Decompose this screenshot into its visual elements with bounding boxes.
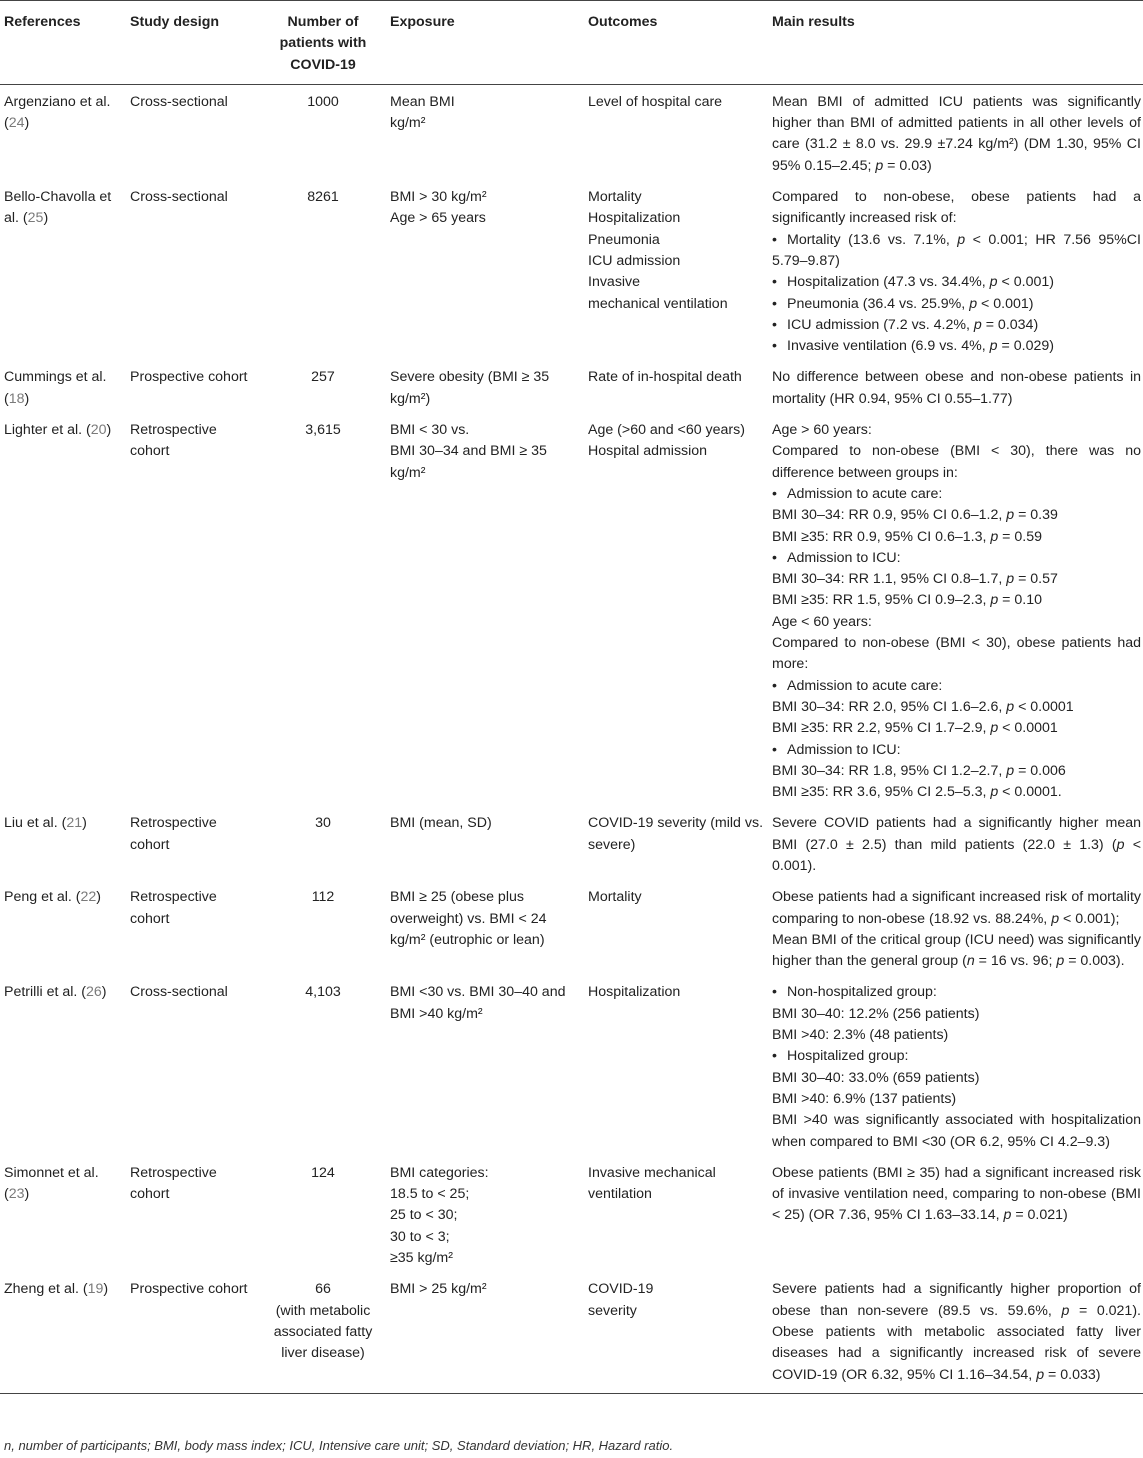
header-number-of-patients: Number of patients with COVID-19 <box>260 1 386 85</box>
cell-patients <box>260 807 386 881</box>
cell-line: Pneumonia <box>588 231 660 248</box>
patients-count: 112 <box>311 889 335 906</box>
cell-exposure <box>386 1273 584 1393</box>
cell-line: BMI <30 vs. BMI 30–40 and BMI >40 kg/m² <box>390 984 566 1022</box>
table-row <box>0 181 1143 361</box>
results-intro: Compared to non-obese, obese patients had a significantly increased risk of: <box>772 189 1141 227</box>
cell-reference: Petrilli et al. (26) <box>4 984 107 1001</box>
cell-study-design: Retrospective cohort <box>130 422 217 460</box>
cell-reference: Cummings et al. (18) <box>4 369 107 407</box>
results-bullet: • Admission to acute care: <box>772 484 1141 505</box>
results-text: Obese patients (BMI ≥ 35) had a significant increased risk of invasive ventilation need, comparing to non-obese (BMI < 25) (OR 7.36, 95% CI 1.63–33.14, p = 0.021) <box>772 1164 1141 1224</box>
results-text: Severe COVID patients had a significantly higher mean BMI (27.0 ± 2.5) than mild patients (22.0 ± 1.3) (p < 0.001). <box>772 815 1141 874</box>
cell-line: Invasive <box>588 274 641 291</box>
cell-main-results <box>768 1157 1143 1273</box>
cell-main-results <box>768 84 1143 181</box>
cell-main-results <box>768 414 1143 807</box>
reference-number[interactable]: 25 <box>27 210 44 227</box>
results-line: BMI ≥35: RR 3.6, 95% CI 2.5–5.3, p < 0.0001. <box>772 784 1062 801</box>
reference-number[interactable]: 20 <box>90 422 107 439</box>
patients-count: 3,615 <box>305 422 341 439</box>
results-text: Mean BMI of admitted ICU patients was significantly higher than BMI of admitted patients in all other levels of care (31.2 ± 8.0 vs. 29.9 ±7.24 kg/m²) (DM 1.30, 95% CI 95% 0.15–2.45; p = 0.03) <box>772 93 1141 174</box>
reference-name: Lighter et al. <box>4 422 83 439</box>
reference-name: Petrilli et al. <box>4 984 78 1001</box>
reference-number[interactable]: 18 <box>8 390 25 407</box>
cell-line: BMI ≥ 25 (obese plus overweight) vs. BMI < 24 kg/m² (eutrophic or lean) <box>390 889 547 948</box>
patients-count: 30 <box>315 815 331 832</box>
cell-study-design: Retrospective cohort <box>130 1164 217 1203</box>
cell-exposure <box>386 881 584 976</box>
patients-note: (with metabolic associated fatty liver disease) <box>273 1302 373 1362</box>
cell-main-results <box>768 181 1143 361</box>
cell-line: Hospitalization <box>588 210 681 227</box>
cell-patients <box>260 84 386 181</box>
reference-name: Simonnet et al. <box>4 1164 99 1181</box>
results-line: BMI >40: 6.9% (137 patients) <box>772 1090 957 1107</box>
cell-reference: Bello-Chavolla et al. (25) <box>4 189 112 227</box>
table-header <box>0 1 1143 85</box>
results-line: Obese patients had a significant increased risk of mortality comparing to non-obese (18.92 vs. 88.24%, p < 0.001); <box>772 889 1141 927</box>
results-bullet: • Mortality (13.6 vs. 7.1%, p < 0.001; HR 7.56 95%CI 5.79–9.87) <box>772 230 1141 273</box>
cell-reference: Peng et al. (22) <box>4 889 102 906</box>
patients-count: 257 <box>311 369 335 386</box>
results-line: BMI ≥35: RR 2.2, 95% CI 1.7–2.9, p < 0.0001 <box>772 720 1058 737</box>
cell-line: BMI categories: <box>390 1164 489 1181</box>
cell-line: COVID-19 <box>588 1281 654 1298</box>
cell-line: BMI > 30 kg/m² <box>390 189 487 206</box>
cell-line: severity <box>588 1302 637 1319</box>
cell-line: Rate of in-hospital death <box>588 369 742 386</box>
cell-exposure <box>386 414 584 807</box>
patients-count: 8261 <box>307 189 339 206</box>
cell-exposure <box>386 181 584 361</box>
results-line: Compared to non-obese (BMI < 30), there was no difference between groups in: <box>772 443 1141 481</box>
table-body <box>0 84 1143 1393</box>
table-row <box>0 1273 1143 1393</box>
results-bullet: • Hospitalized group: <box>772 1046 1141 1067</box>
results-bullet: • Pneumonia (36.4 vs. 25.9%, p < 0.001) <box>772 294 1141 315</box>
cell-patients <box>260 1273 386 1393</box>
cell-study-design: Cross-sectional <box>130 93 228 110</box>
table-row <box>0 1157 1143 1273</box>
cell-outcomes <box>584 1157 768 1273</box>
cell-reference: Lighter et al. (20) <box>4 422 112 439</box>
cell-line: ICU admission <box>588 252 681 269</box>
cell-outcomes <box>584 881 768 976</box>
reference-name: Zheng et al. <box>4 1281 79 1298</box>
cell-line: Mortality <box>588 189 642 206</box>
reference-name: Peng et al. <box>4 889 72 906</box>
cell-outcomes <box>584 976 768 1156</box>
cell-line: ≥35 kg/m² <box>390 1250 453 1267</box>
table-footnote: n, number of participants; BMI, body mass index; ICU, Intensive care unit; SD, Standard deviation; HR, Hazard ratio. <box>4 1438 674 1453</box>
cell-line: Hospital admission <box>588 443 708 460</box>
results-bullet: • Invasive ventilation (6.9 vs. 4%, p = 0.029) <box>772 336 1141 357</box>
reference-number[interactable]: 23 <box>8 1186 25 1203</box>
cell-line: Level of hospital care <box>588 93 723 110</box>
results-line: BMI 30–40: 12.2% (256 patients) <box>772 1005 980 1022</box>
cell-line: Severe obesity (BMI ≥ 35 kg/m²) <box>390 369 550 407</box>
cell-outcomes <box>584 181 768 361</box>
results-bullet: • ICU admission (7.2 vs. 4.2%, p = 0.034) <box>772 315 1141 336</box>
header-study-design: Study design <box>126 1 260 85</box>
cell-patients <box>260 414 386 807</box>
cell-patients <box>260 1157 386 1273</box>
cell-line: mechanical ventilation <box>588 295 728 312</box>
cell-main-results <box>768 361 1143 414</box>
patients-count: 4,103 <box>305 984 341 1001</box>
cell-outcomes <box>584 414 768 807</box>
table-row <box>0 976 1143 1156</box>
cell-exposure <box>386 84 584 181</box>
cell-line: Invasive mechanical ventilation <box>588 1164 716 1203</box>
results-line: BMI 30–40: 33.0% (659 patients) <box>772 1069 980 1086</box>
cell-line: 30 to < 3; <box>390 1228 450 1245</box>
cell-patients <box>260 361 386 414</box>
cell-line: Hospitalization <box>588 984 681 1001</box>
results-line: BMI >40: 2.3% (48 patients) <box>772 1027 949 1044</box>
results-line: BMI ≥35: RR 1.5, 95% CI 0.9–2.3, p = 0.10 <box>772 592 1043 609</box>
header-references: References <box>0 1 126 85</box>
cell-line: kg/m² <box>390 115 426 132</box>
header-main-results: Main results <box>768 1 1143 85</box>
header-outcomes: Outcomes <box>584 1 768 85</box>
results-line: Compared to non-obese (BMI < 30), obese patients had more: <box>772 635 1141 673</box>
cell-exposure <box>386 807 584 881</box>
cell-study-design: Retrospective cohort <box>130 815 217 853</box>
cell-main-results <box>768 1273 1143 1393</box>
cell-line: 18.5 to < 25; <box>390 1186 470 1203</box>
results-text: Severe patients had a significantly higher proportion of obese than non-severe (89.5 vs. 59.6%, p = 0.021). Obese patients with metabolic associated fatty liver diseases had a significantly increased risk of severe COVID-19 (OR 6.32, 95% CI 1.16–34.54, p = 0.033) <box>772 1281 1141 1383</box>
table-row <box>0 807 1143 881</box>
reference-number[interactable]: 22 <box>80 889 97 906</box>
cell-main-results <box>768 976 1143 1156</box>
cell-line: BMI 30–34 and BMI ≥ 35 kg/m² <box>390 443 547 481</box>
table-row <box>0 361 1143 414</box>
patients-count: 1000 <box>307 93 339 110</box>
patients-count: 124 <box>311 1164 335 1181</box>
reference-name: Bello-Chavolla et al. <box>4 189 112 227</box>
cell-main-results <box>768 807 1143 881</box>
results-line: BMI 30–34: RR 1.1, 95% CI 0.8–1.7, p = 0.57 <box>772 571 1058 588</box>
cell-reference: Argenziano et al. (24) <box>4 93 111 132</box>
cell-line: 25 to < 30; <box>390 1207 458 1224</box>
cell-study-design: Cross-sectional <box>130 189 228 206</box>
results-line: BMI 30–34: RR 0.9, 95% CI 0.6–1.2, p = 0.39 <box>772 507 1058 524</box>
cell-reference: Simonnet et al. (23) <box>4 1164 99 1203</box>
cell-outcomes <box>584 807 768 881</box>
cell-exposure <box>386 976 584 1156</box>
cell-line: Age (>60 and <60 years) <box>588 422 745 439</box>
cell-exposure <box>386 1157 584 1273</box>
cell-exposure <box>386 361 584 414</box>
cell-line: BMI (mean, SD) <box>390 815 492 832</box>
results-bullet: • Admission to acute care: <box>772 676 1141 697</box>
cell-line: Age > 65 years <box>390 210 486 227</box>
results-text: No difference between obese and non-obese patients in mortality (HR 0.94, 95% CI 0.55–1.77) <box>772 369 1141 407</box>
results-bullet: • Admission to ICU: <box>772 548 1141 569</box>
reference-name: Liu et al. <box>4 815 58 832</box>
cell-main-results <box>768 881 1143 976</box>
table-row <box>0 414 1143 807</box>
results-line: Age < 60 years: <box>772 613 872 630</box>
results-line: BMI >40 was significantly associated with hospitalization when compared to BMI <30 (OR 6.2, 95% CI 4.2–9.3) <box>772 1112 1141 1150</box>
reference-name: Argenziano et al. <box>4 93 111 110</box>
cell-patients <box>260 181 386 361</box>
table-row <box>0 84 1143 181</box>
results-bullet: • Hospitalization (47.3 vs. 34.4%, p < 0.001) <box>772 272 1141 293</box>
results-line: Mean BMI of the critical group (ICU need) was significantly higher than the general group (n = 16 vs. 96; p = 0.003). <box>772 931 1141 970</box>
results-line: BMI 30–34: RR 1.8, 95% CI 1.2–2.7, p = 0.006 <box>772 762 1066 779</box>
cell-line: BMI < 30 vs. <box>390 422 470 439</box>
header-exposure: Exposure <box>386 1 584 85</box>
cell-patients <box>260 976 386 1156</box>
cell-outcomes <box>584 361 768 414</box>
results-line: BMI ≥35: RR 0.9, 95% CI 0.6–1.3, p = 0.59 <box>772 528 1043 545</box>
patients-count: 66 <box>315 1281 331 1298</box>
cell-line: COVID-19 severity (mild vs. severe) <box>588 815 764 853</box>
cell-line: Mortality <box>588 889 642 906</box>
reference-number[interactable]: 21 <box>66 815 83 832</box>
cell-patients <box>260 881 386 976</box>
cell-line: BMI > 25 kg/m² <box>390 1281 487 1298</box>
cell-study-design: Prospective cohort <box>126 1273 260 1393</box>
results-line: BMI 30–34: RR 2.0, 95% CI 1.6–2.6, p < 0.0001 <box>772 698 1074 715</box>
reference-number[interactable]: 19 <box>87 1281 104 1298</box>
results-bullet: • Non-hospitalized group: <box>772 982 1141 1003</box>
reference-number[interactable]: 24 <box>8 115 25 132</box>
cell-line: Mean BMI <box>390 93 455 110</box>
cell-study-design: Prospective cohort <box>130 369 248 386</box>
cell-study-design: Retrospective cohort <box>130 889 217 927</box>
cell-outcomes <box>584 1273 768 1393</box>
table-row <box>0 881 1143 976</box>
results-line: Age > 60 years: <box>772 422 872 439</box>
reference-number[interactable]: 26 <box>86 984 102 1001</box>
cell-outcomes <box>584 84 768 181</box>
reference-name: Cummings et al. <box>4 369 107 386</box>
cell-study-design: Cross-sectional <box>130 984 228 1001</box>
cell-reference: Liu et al. (21) <box>4 815 87 832</box>
cell-reference: Zheng et al. (19) <box>0 1273 126 1393</box>
results-bullet: • Admission to ICU: <box>772 740 1141 761</box>
